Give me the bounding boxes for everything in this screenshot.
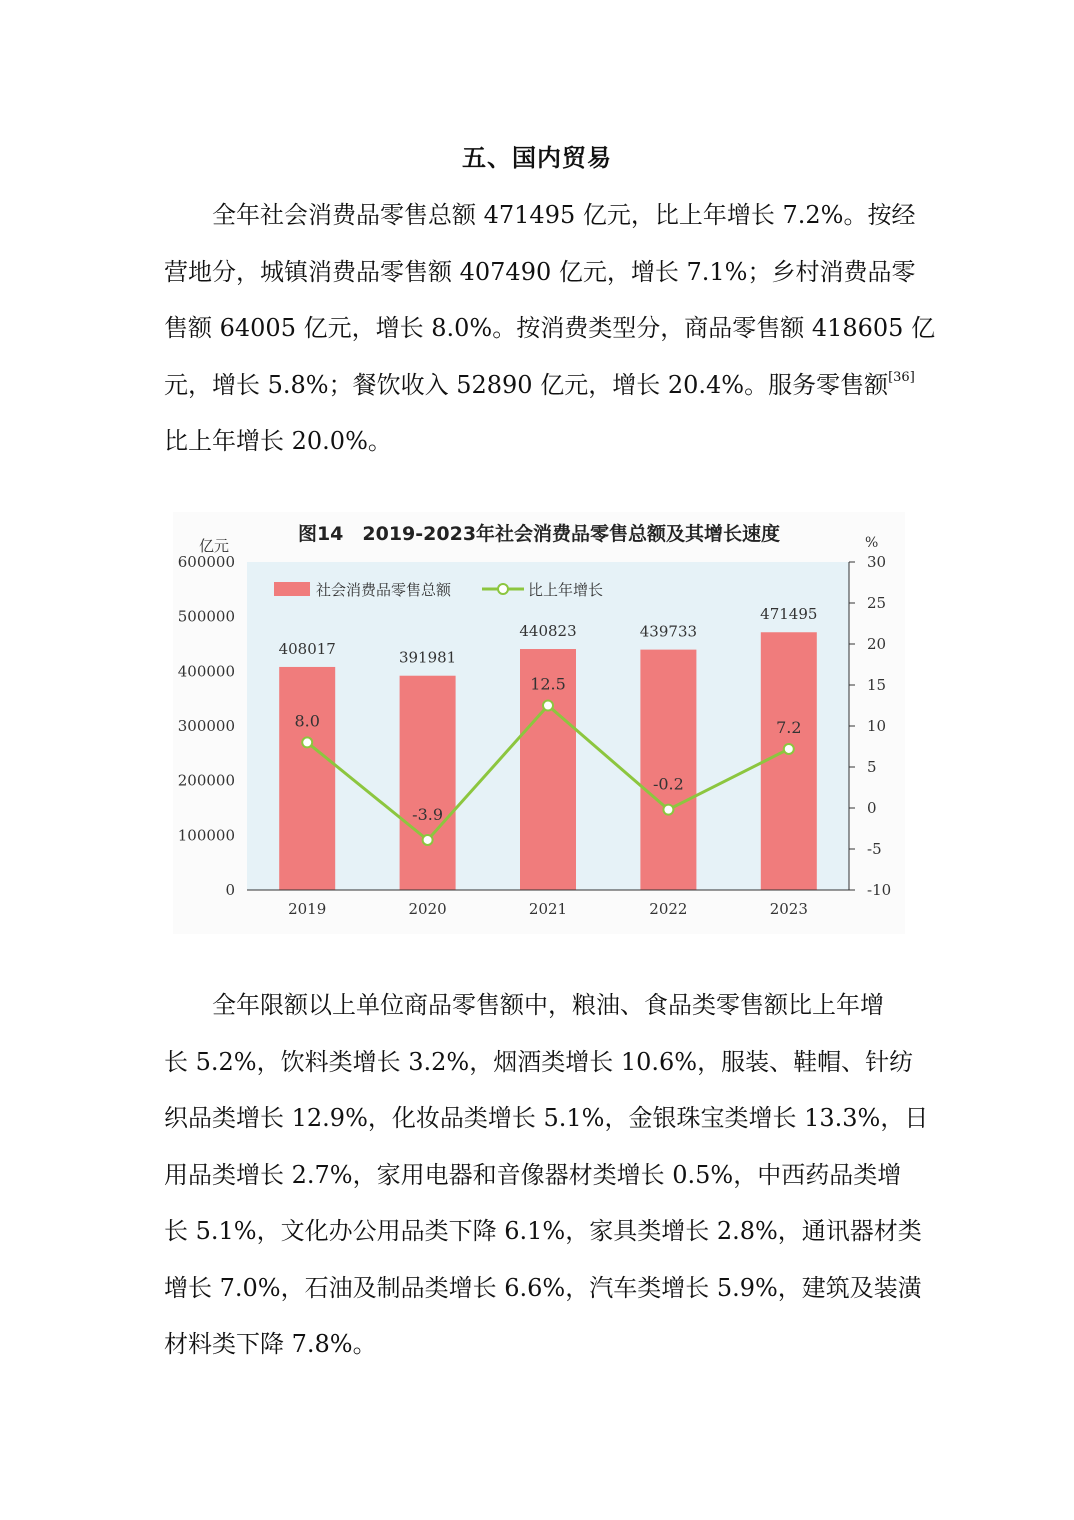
bar-value-label: 439733 (639, 622, 698, 641)
text-line: 长 5.1%，文化办公用品类下降 6.1%，家具类增长 2.8%，通讯器材类 (164, 1217, 922, 1245)
growth-value-label: 8.0 (294, 711, 320, 731)
text-line: 元，增长 5.8%；餐饮收入 52890 亿元，增长 20.4%。服务零售额 (164, 370, 889, 399)
y-left-tick-label: 300000 (177, 717, 235, 735)
y-left-tick-label: 200000 (177, 771, 235, 790)
footnote-marker[interactable]: [36] (888, 369, 915, 385)
text-line: 全年社会消费品零售总额 471495 亿元，比上年增长 7.2%。按经 (212, 201, 916, 229)
y-left-tick-label: 500000 (177, 607, 235, 626)
text-line: 织品类增长 12.9%，化妆品类增长 5.1%，金银珠宝类增长 13.3%，日 (164, 1104, 929, 1132)
text-line: 营地分，城镇消费品零售额 407490 亿元，增长 7.1%；乡村消费品零 (164, 257, 916, 286)
bar-value-label: 471495 (760, 605, 818, 624)
text-line: 材料类下降 7.8%。 (164, 1330, 377, 1358)
text-line: 长 5.2%，饮料类增长 3.2%，烟酒类增长 10.6%，服装、鞋帽、针纺 (164, 1047, 914, 1076)
y-right-tick-label: 10 (867, 717, 887, 735)
text-line: 售额 64005 亿元，增长 8.0%。按消费类型分，商品零售额 418605 亿 (164, 314, 936, 342)
section-title: 五、国内贸易 (462, 144, 612, 172)
bar-2022 (640, 650, 696, 890)
y-right-axis-label: % (865, 535, 879, 551)
text-line: 比上年增长 20.0%。 (164, 427, 392, 455)
growth-value-label: 7.2 (776, 717, 802, 737)
x-tick-label: 2019 (288, 900, 327, 918)
legend-label-line: 比上年增长 (528, 581, 604, 599)
figure-14 (173, 512, 905, 934)
y-right-tick-label: 15 (867, 676, 887, 694)
x-tick-label: 2022 (649, 900, 688, 918)
legend-marker-line (498, 584, 508, 594)
bar-2020 (400, 676, 456, 890)
bar-value-label: 408017 (278, 639, 336, 658)
x-tick-label: 2020 (408, 900, 447, 918)
y-left-tick-label: 0 (225, 881, 235, 899)
legend-swatch-bar (274, 582, 310, 596)
paragraph-retail-categories (164, 977, 929, 1373)
bar-2019 (279, 667, 335, 890)
y-left-tick-label: 600000 (177, 553, 235, 571)
growth-point-2023 (784, 744, 794, 754)
growth-value-label: 12.5 (530, 674, 566, 694)
retail-sales-chart (173, 512, 905, 934)
growth-point-2022 (663, 805, 673, 815)
y-left-tick-label: 400000 (177, 662, 235, 681)
growth-point-2021 (543, 701, 553, 711)
growth-value-label: -0.2 (652, 774, 684, 794)
legend-label-bar: 社会消费品零售总额 (316, 581, 452, 599)
text-line: 全年限额以上单位商品零售额中，粮油、食品类零售额比上年增 (212, 991, 884, 1019)
y-left-tick-label: 100000 (177, 826, 235, 845)
y-left-axis-label: 亿元 (199, 537, 230, 555)
y-right-tick-label: -5 (867, 840, 882, 858)
y-right-tick-label: 20 (867, 635, 887, 653)
growth-point-2019 (302, 737, 312, 747)
y-right-tick-label: 25 (867, 594, 887, 612)
y-right-tick-label: 30 (867, 553, 887, 571)
bar-2023 (761, 632, 817, 890)
y-right-tick-label: 0 (867, 799, 877, 817)
text-line-with-footnote (164, 357, 914, 414)
x-tick-label: 2023 (769, 900, 808, 918)
text-line: 用品类增长 2.7%，家用电器和音像器材类增长 0.5%，中西药品类增 (164, 1160, 902, 1189)
text-line: 增长 7.0%，石油及制品类增长 6.6%，汽车类增长 5.9%，建筑及装潢 (164, 1273, 922, 1302)
growth-point-2020 (423, 835, 433, 845)
x-tick-label: 2021 (528, 900, 568, 918)
bar-value-label: 440823 (519, 622, 577, 641)
paragraph-retail-summary (164, 187, 936, 470)
chart-title: 图14 2019-2023年社会消费品零售总额及其增长速度 (297, 523, 781, 545)
y-right-tick-label: 5 (867, 758, 877, 776)
y-right-tick-label: -10 (867, 881, 892, 899)
growth-value-label: -3.9 (412, 804, 444, 824)
bar-value-label: 391981 (398, 648, 457, 667)
